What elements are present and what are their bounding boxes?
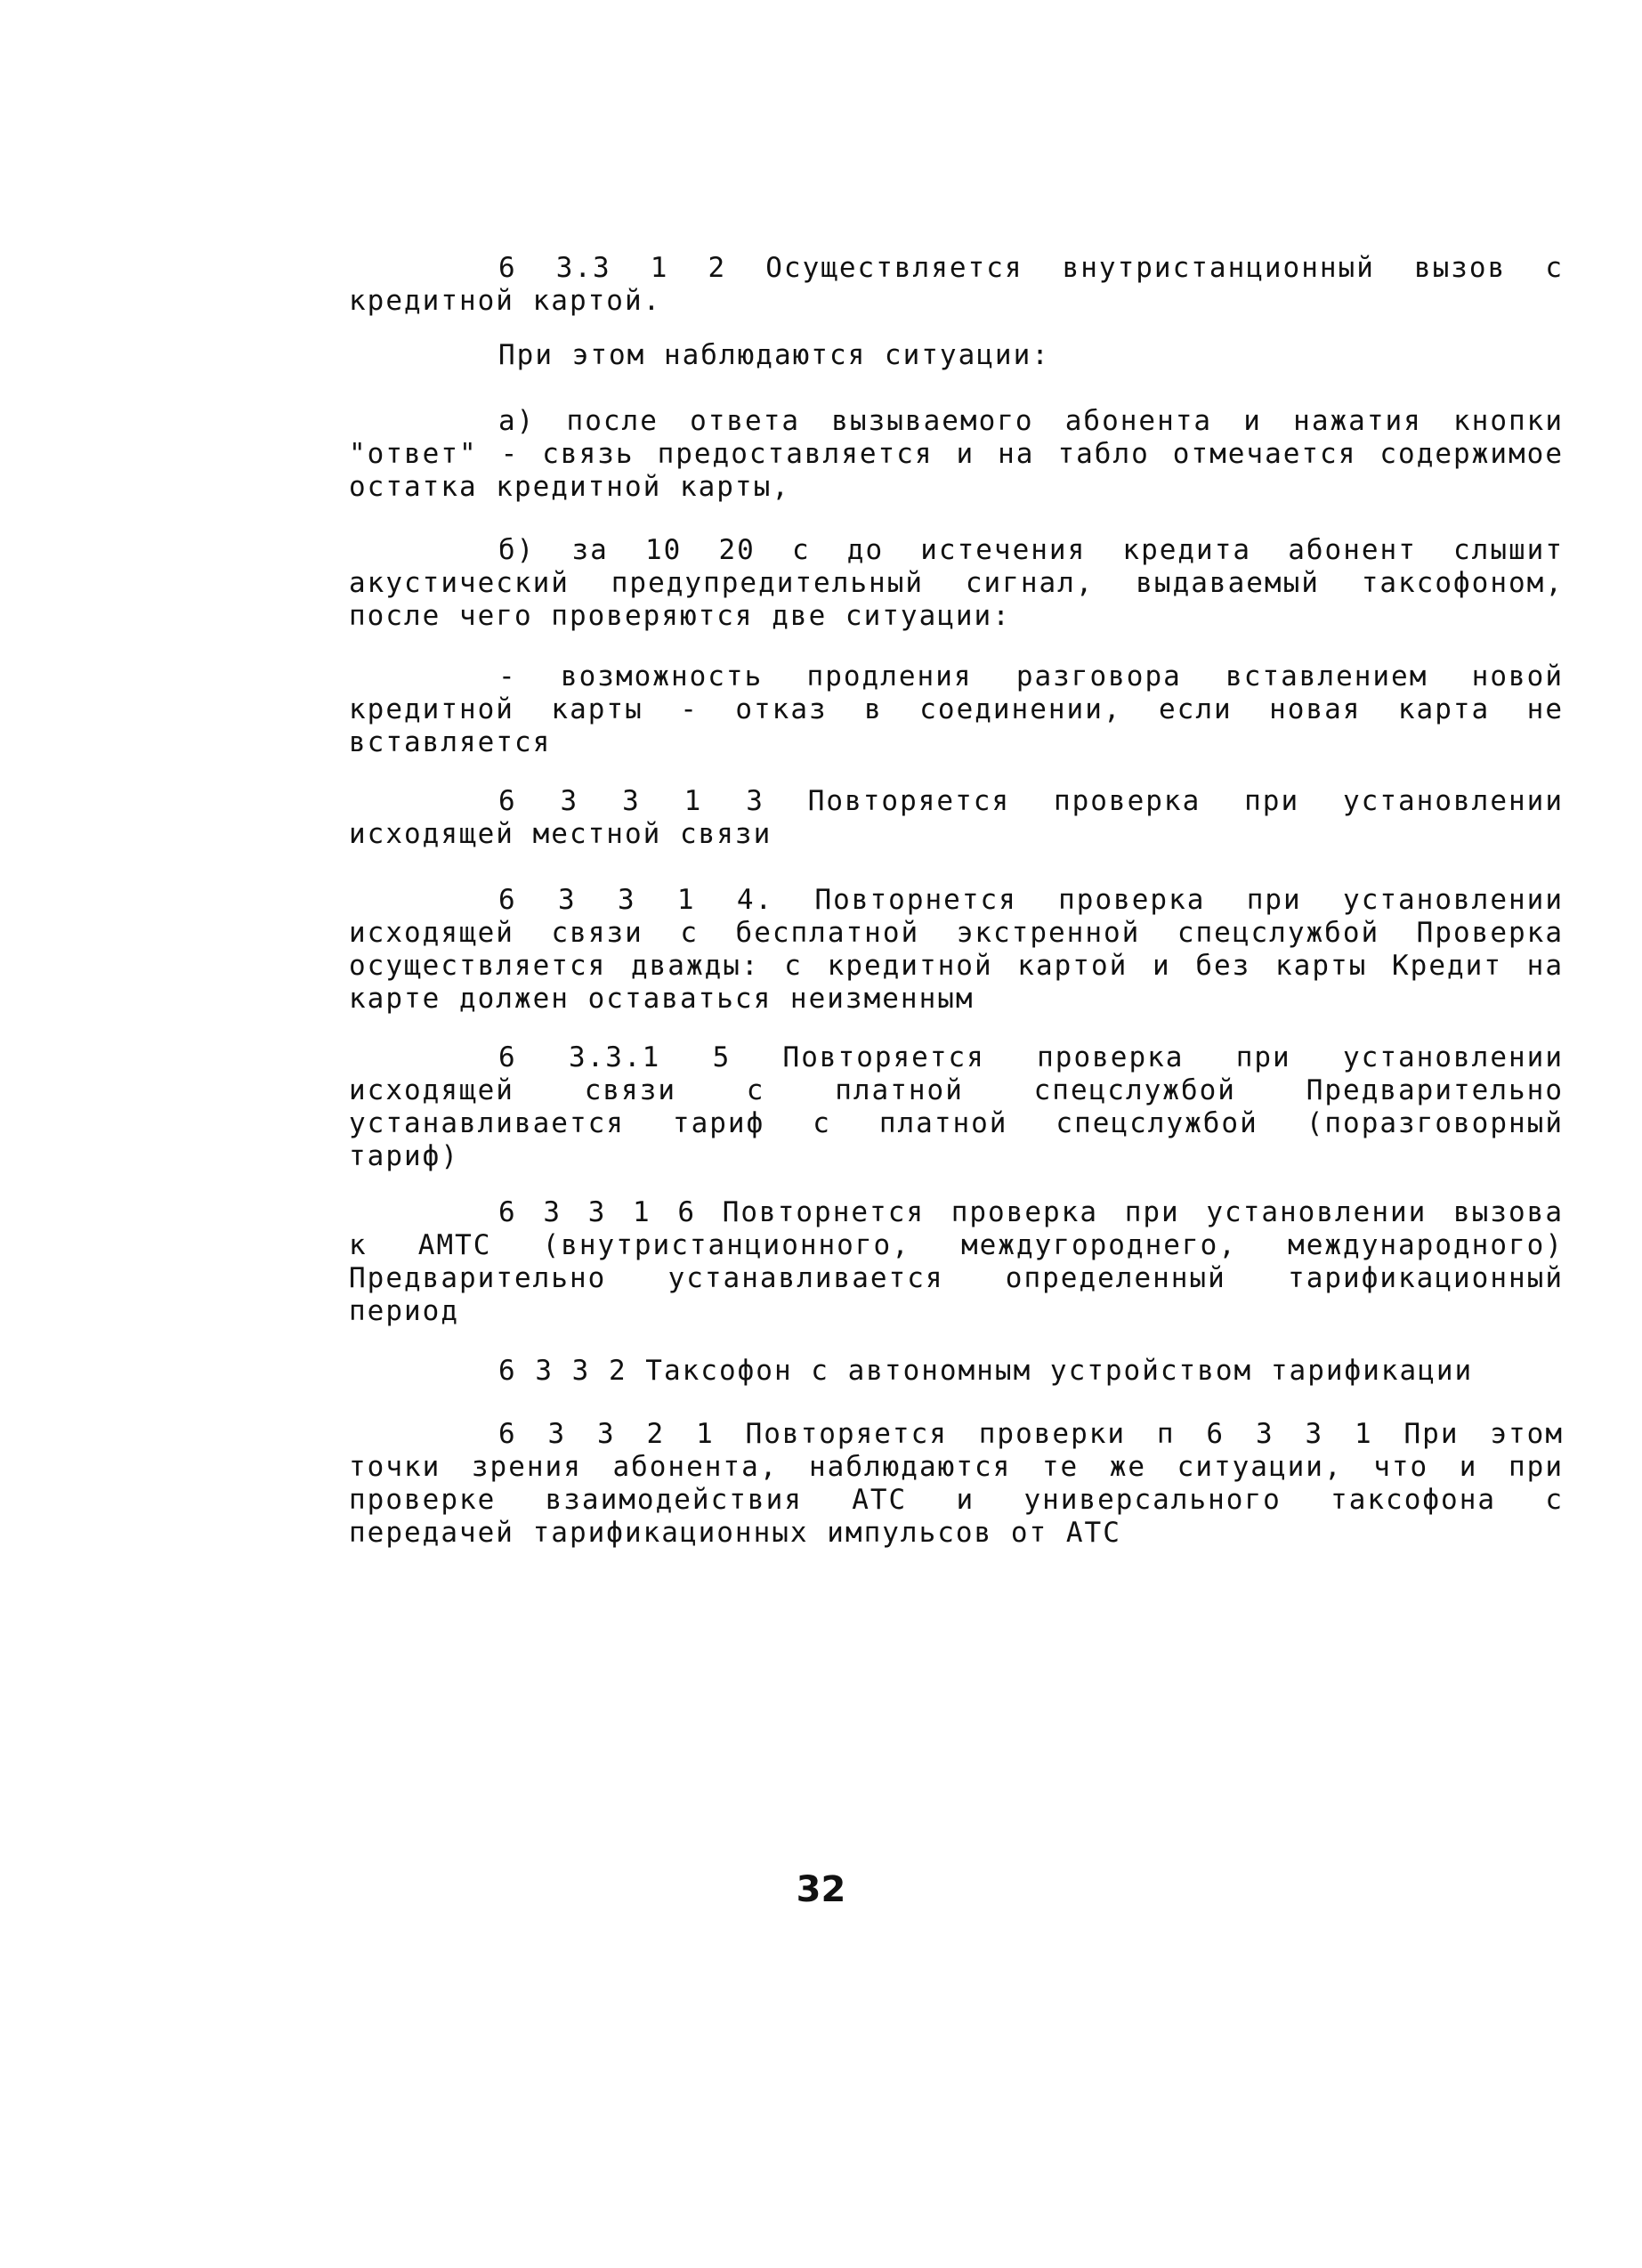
text-line: период bbox=[349, 1295, 459, 1327]
text-line: а) после ответа вызываемого абонента и нажатия кнопки bbox=[498, 405, 1564, 437]
text-line: устанавливается тариф с платной спецслужбой (поразговорный bbox=[349, 1107, 1564, 1139]
paragraph-6-3-3-1-6 bbox=[349, 1196, 1564, 1328]
paragraph-6-3-3-1-3 bbox=[349, 785, 1564, 851]
text-line: 6 3 3 2 Таксофон с автономным устройством тарификации bbox=[498, 1355, 1474, 1387]
paragraph-6-3-3-1-5 bbox=[349, 1041, 1564, 1173]
paragraph-item-a bbox=[349, 405, 1564, 504]
paragraph-6-3-3-1-4 bbox=[349, 884, 1564, 1016]
text-line: исходящей местной связи bbox=[349, 818, 772, 850]
text-line: кредитной картой. bbox=[349, 285, 662, 317]
text-line: исходящей связи с бесплатной экстренной спецслужбой Проверка bbox=[349, 917, 1564, 949]
page-number: 32 bbox=[796, 1869, 846, 1910]
text-line: остатка кредитной карты, bbox=[349, 471, 790, 503]
text-line: к АМТС (внутристанционного, междугороднего, международного) bbox=[349, 1229, 1564, 1261]
text-line: 6 3 3 1 4. Повторнется проверка при установлении bbox=[498, 884, 1564, 916]
text-line: исходящей связи с платной спецслужбой Предварительно bbox=[349, 1074, 1564, 1106]
paragraph-6-3-3-2-1 bbox=[349, 1418, 1564, 1550]
paragraph-6-3-3-1-2 bbox=[349, 252, 1564, 318]
text-line: тариф) bbox=[349, 1140, 459, 1172]
paragraph-dash-item bbox=[349, 660, 1564, 759]
text-line: "ответ" - связь предоставляется и на табло отмечается содержимое bbox=[349, 438, 1564, 470]
paragraph-situations bbox=[349, 339, 1564, 372]
text-line: проверке взаимодействия АТС и универсального таксофона с bbox=[349, 1484, 1564, 1516]
text-line: Предварительно устанавливается определенный тарификационный bbox=[349, 1262, 1564, 1294]
text-line: карте должен оставаться неизменным bbox=[349, 983, 975, 1015]
text-line: точки зрения абонента, наблюдаются те же ситуации, что и при bbox=[349, 1451, 1564, 1483]
text-line: 6 3 3 1 3 Повторяется проверка при установлении bbox=[498, 785, 1564, 817]
text-line: При этом наблюдаются ситуации: bbox=[498, 339, 1050, 371]
text-line: - возможность продления разговора вставлением новой bbox=[498, 660, 1564, 693]
text-line: 6 3 3 2 1 Повторяется проверки п 6 3 3 1 При этом bbox=[498, 1418, 1564, 1450]
text-line: передачей тарификационных импульсов от АТС bbox=[349, 1517, 1121, 1549]
paragraph-item-b bbox=[349, 534, 1564, 633]
text-line: б) за 10 20 с до истечения кредита абонент слышит bbox=[498, 534, 1564, 566]
paragraph-6-3-3-2 bbox=[349, 1355, 1564, 1388]
text-line: 6 3.3.1 5 Повторяется проверка при установлении bbox=[498, 1041, 1564, 1073]
text-line: вставляется bbox=[349, 726, 552, 758]
text-line: 6 3.3 1 2 Осуществляется внутристанционный вызов с bbox=[498, 252, 1564, 284]
text-line: осуществляется дважды: с кредитной картой и без карты Кредит на bbox=[349, 950, 1564, 982]
text-line: акустический предупредительный сигнал, выдаваемый таксофоном, bbox=[349, 567, 1564, 599]
text-line: кредитной карты - отказ в соединении, если новая карта не bbox=[349, 693, 1564, 725]
text-line: 6 3 3 1 6 Повторнется проверка при установлении вызова bbox=[498, 1196, 1564, 1228]
text-line: после чего проверяются две ситуации: bbox=[349, 600, 1011, 632]
